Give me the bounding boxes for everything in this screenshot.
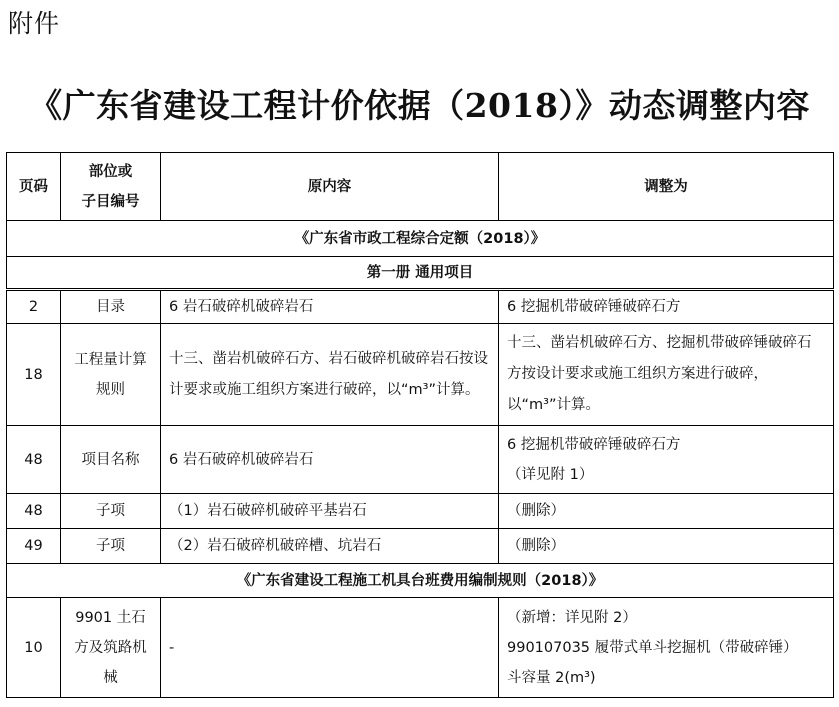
header-part-line1: 部位或 xyxy=(88,163,133,180)
header-original: 原内容 xyxy=(161,153,499,221)
row-part: 9901 土石方及筑路机械 xyxy=(61,598,161,698)
section-municipal: 《广东省市政工程综合定额（2018）》 xyxy=(7,221,834,257)
header-page: 页码 xyxy=(7,153,61,221)
row-part: 项目名称 xyxy=(61,426,161,494)
attachment-label: 附件 xyxy=(8,9,61,38)
row-part: 子项 xyxy=(61,494,161,529)
row-original: - xyxy=(161,598,499,698)
row-part: 子项 xyxy=(61,529,161,564)
row-original: 十三、凿岩机破碎石方、岩石破碎机破碎岩石按设计要求或施工组织方案进行破碎，以“m³”计算。 xyxy=(161,324,499,426)
row-adjusted-line2: 990107035 履带式单斗挖掘机（带破碎锤） xyxy=(507,639,798,656)
volume-general: 第一册 通用项目 xyxy=(7,257,834,290)
row-adjusted-line1: （新增：详见附 2） xyxy=(507,609,637,626)
row-page: 10 xyxy=(7,598,61,698)
row-adjusted xyxy=(499,426,834,494)
row-page: 2 xyxy=(7,290,61,324)
table-row xyxy=(7,290,834,324)
adjustment-table xyxy=(6,152,834,698)
row-page: 18 xyxy=(7,324,61,426)
row-adjusted-line1: 6 挖掘机带破碎锤破碎石方 xyxy=(507,436,681,453)
row-page: 48 xyxy=(7,426,61,494)
row-adjusted-line2: （详见附 1） xyxy=(507,466,594,483)
row-original: 6 岩石破碎机破碎岩石 xyxy=(161,426,499,494)
table-row xyxy=(7,529,834,564)
table-row xyxy=(7,324,834,426)
row-adjusted: （删除） xyxy=(499,529,834,564)
table-row xyxy=(7,494,834,529)
section-row xyxy=(7,221,834,257)
row-adjusted xyxy=(499,598,834,698)
document-title: 《广东省建设工程计价依据（2018）》动态调整内容 xyxy=(29,86,810,125)
row-adjusted: （删除） xyxy=(499,494,834,529)
section-row xyxy=(7,564,834,598)
table-row xyxy=(7,426,834,494)
section-machinery: 《广东省建设工程施工机具台班费用编制规则（2018）》 xyxy=(7,564,834,598)
row-original: （1）岩石破碎机破碎平基岩石 xyxy=(161,494,499,529)
row-adjusted: 6 挖掘机带破碎锤破碎石方 xyxy=(499,290,834,324)
volume-row xyxy=(7,257,834,290)
row-part: 工程量计算规则 xyxy=(61,324,161,426)
row-page: 48 xyxy=(7,494,61,529)
header-row xyxy=(7,153,834,221)
row-part: 目录 xyxy=(61,290,161,324)
row-original: 6 岩石破碎机破碎岩石 xyxy=(161,290,499,324)
row-original: （2）岩石破碎机破碎槽、坑岩石 xyxy=(161,529,499,564)
table-row xyxy=(7,598,834,698)
row-adjusted: 十三、凿岩机破碎石方、挖掘机带破碎锤破碎石方按设计要求或施工组织方案进行破碎，以“m³”计算。 xyxy=(499,324,834,426)
row-adjusted-line3: 斗容量 2(m³) xyxy=(507,669,596,686)
header-adjusted: 调整为 xyxy=(499,153,834,221)
header-part xyxy=(61,153,161,221)
header-part-line2: 子目编号 xyxy=(81,193,140,210)
row-page: 49 xyxy=(7,529,61,564)
